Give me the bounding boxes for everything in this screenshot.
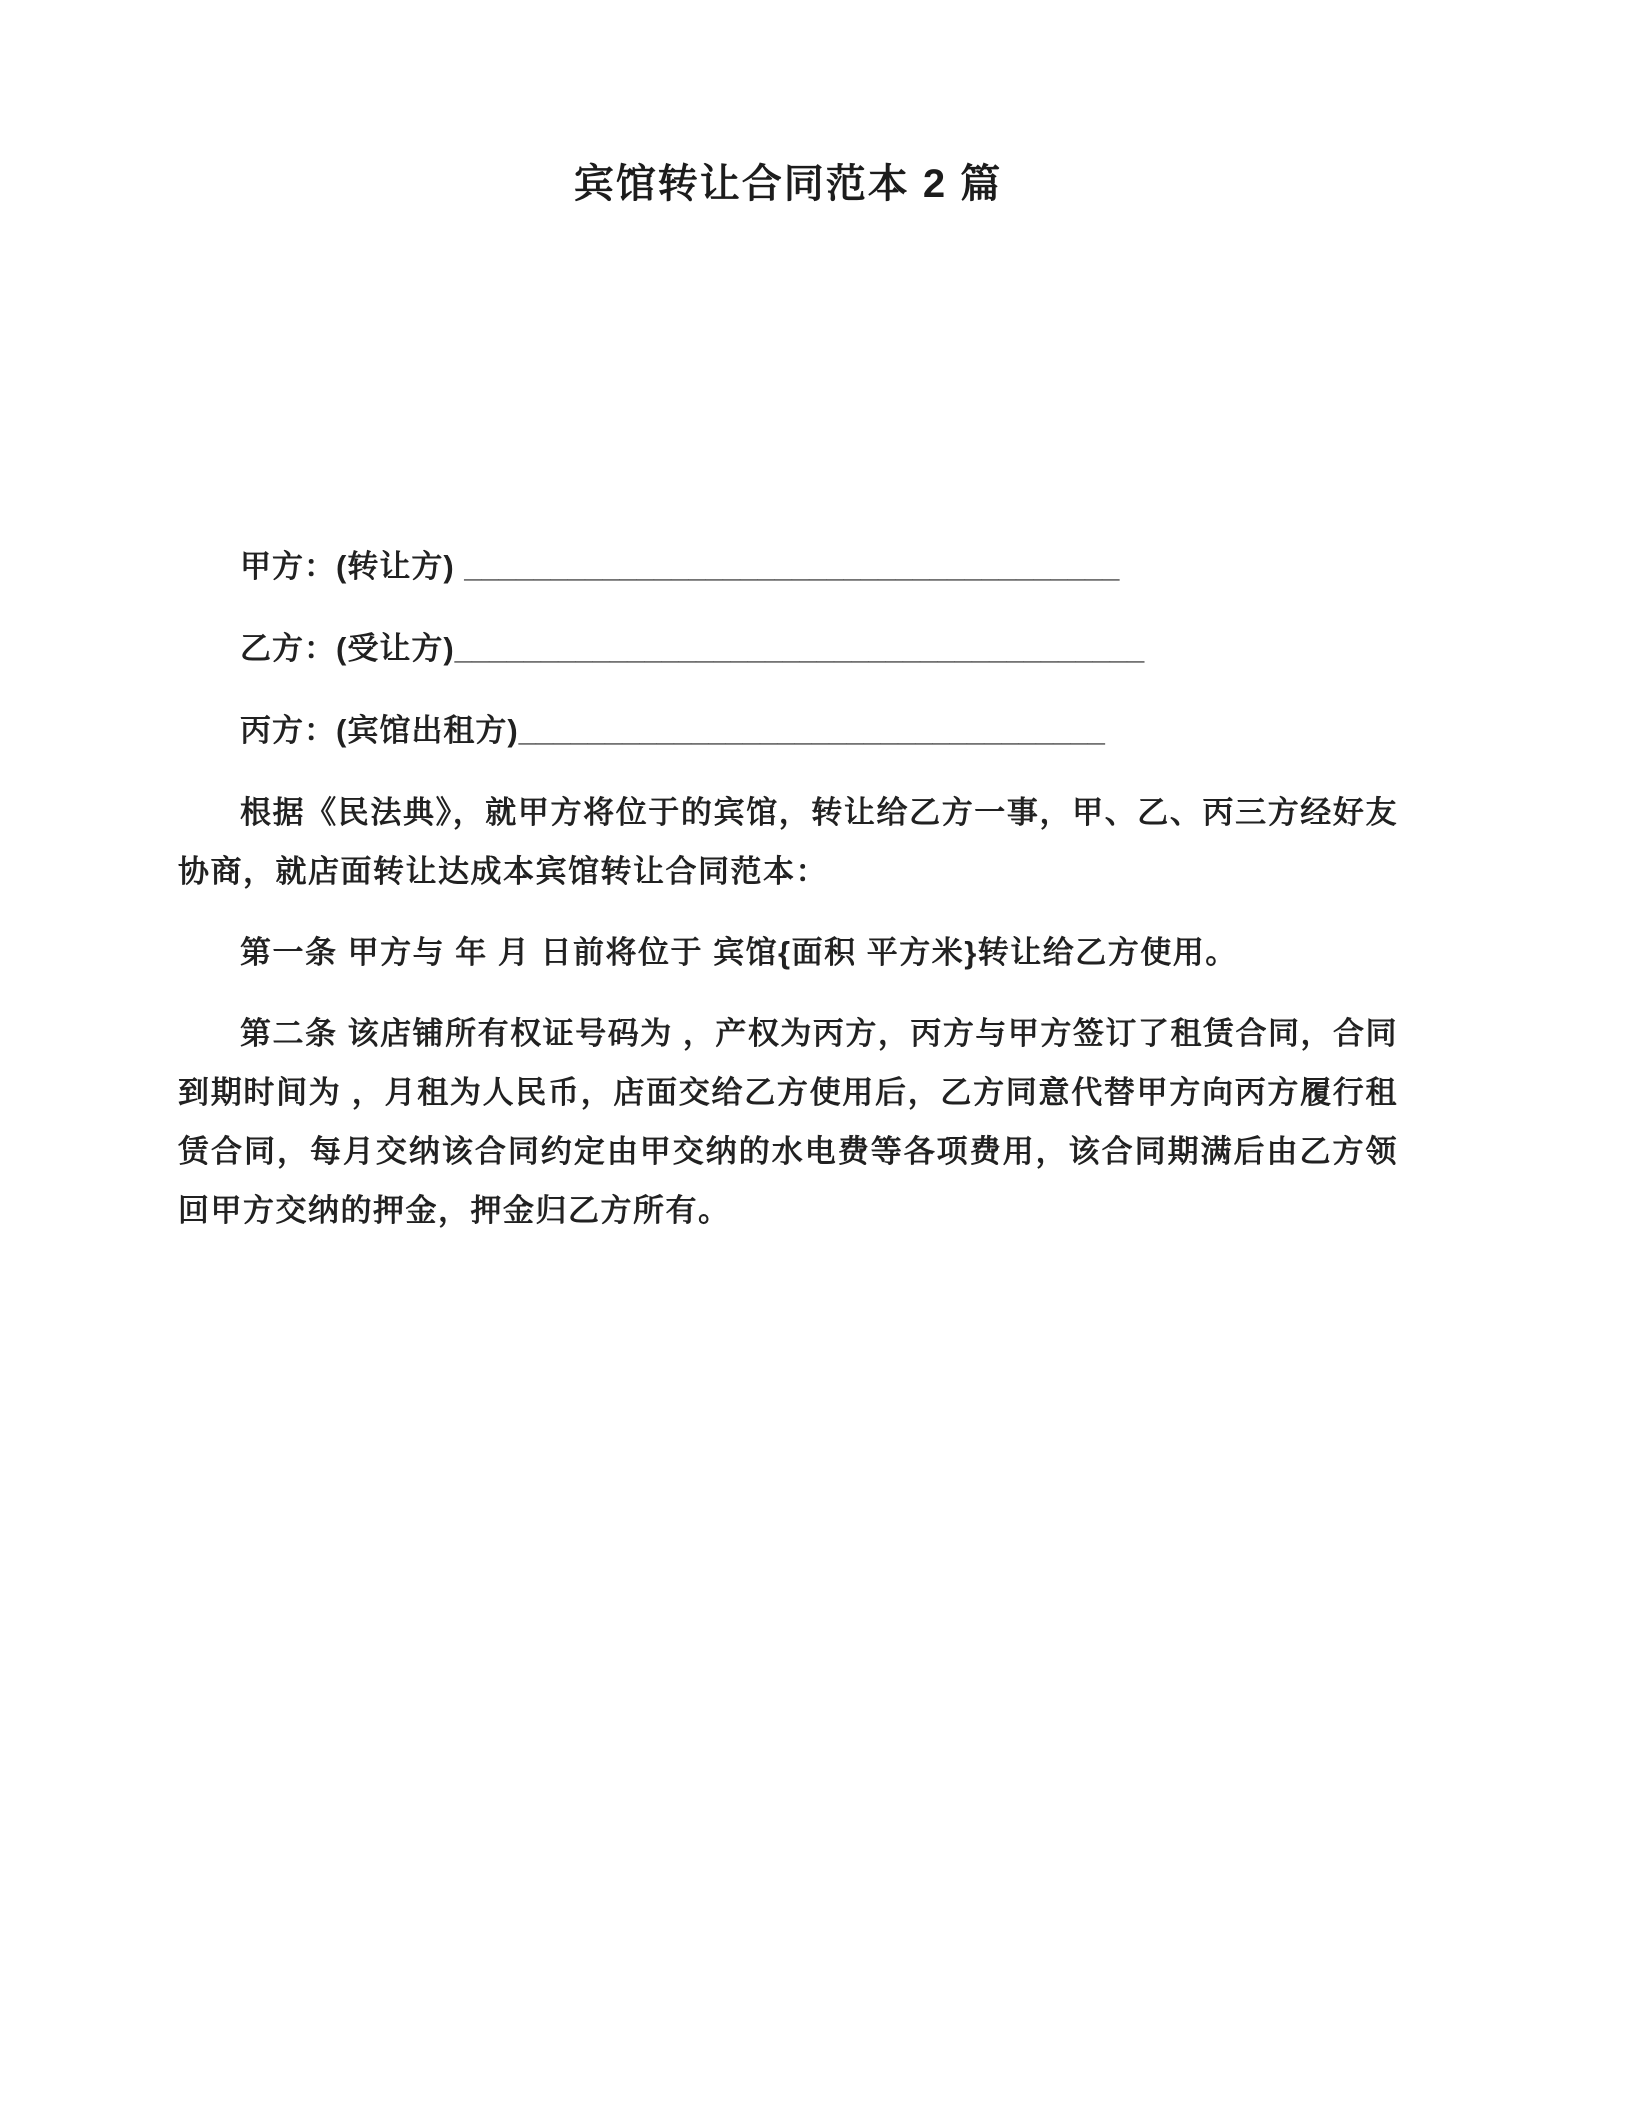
party-blank-bing: __________________________________ [518, 713, 1105, 748]
party-label-jia: 甲方：(转让方) [240, 549, 465, 584]
party-blank-yi: ________________________________________ [454, 631, 1145, 666]
party-line-yi [178, 619, 1398, 678]
party-line-jia [178, 537, 1398, 596]
party-label-bing: 丙方：(宾馆出租方) [240, 713, 519, 748]
party-label-yi: 乙方：(受让方) [240, 631, 455, 666]
party-line-bing [178, 701, 1398, 760]
document-title: 宾馆转让合同范本 2 篇 [573, 162, 1003, 206]
paragraph-preamble: 根据《民法典》，就甲方将位于的宾馆，转让给乙方一事，甲、乙、丙三方经好友协商，就店面转让达成本宾馆转让合同范本： [178, 795, 1398, 889]
paragraph-article-2: 第二条 该店铺所有权证号码为 ，产权为丙方，丙方与甲方签订了租赁合同，合同到期时间为 ，月租为人民币，店面交给乙方使用后，乙方同意代替甲方向丙方履行租赁合同，每月交纳该合同约定由甲交纳的水电费等各项费用，该合同期满后由乙方领回甲方交纳的押金，押金归乙方所有。 [178, 1016, 1398, 1228]
paragraph-article-1: 第一条 甲方与 年 月 日前将位于 宾馆{面积 平方米}转让给乙方使用。 [240, 935, 1238, 970]
party-blank-jia: ______________________________________ [464, 549, 1120, 584]
